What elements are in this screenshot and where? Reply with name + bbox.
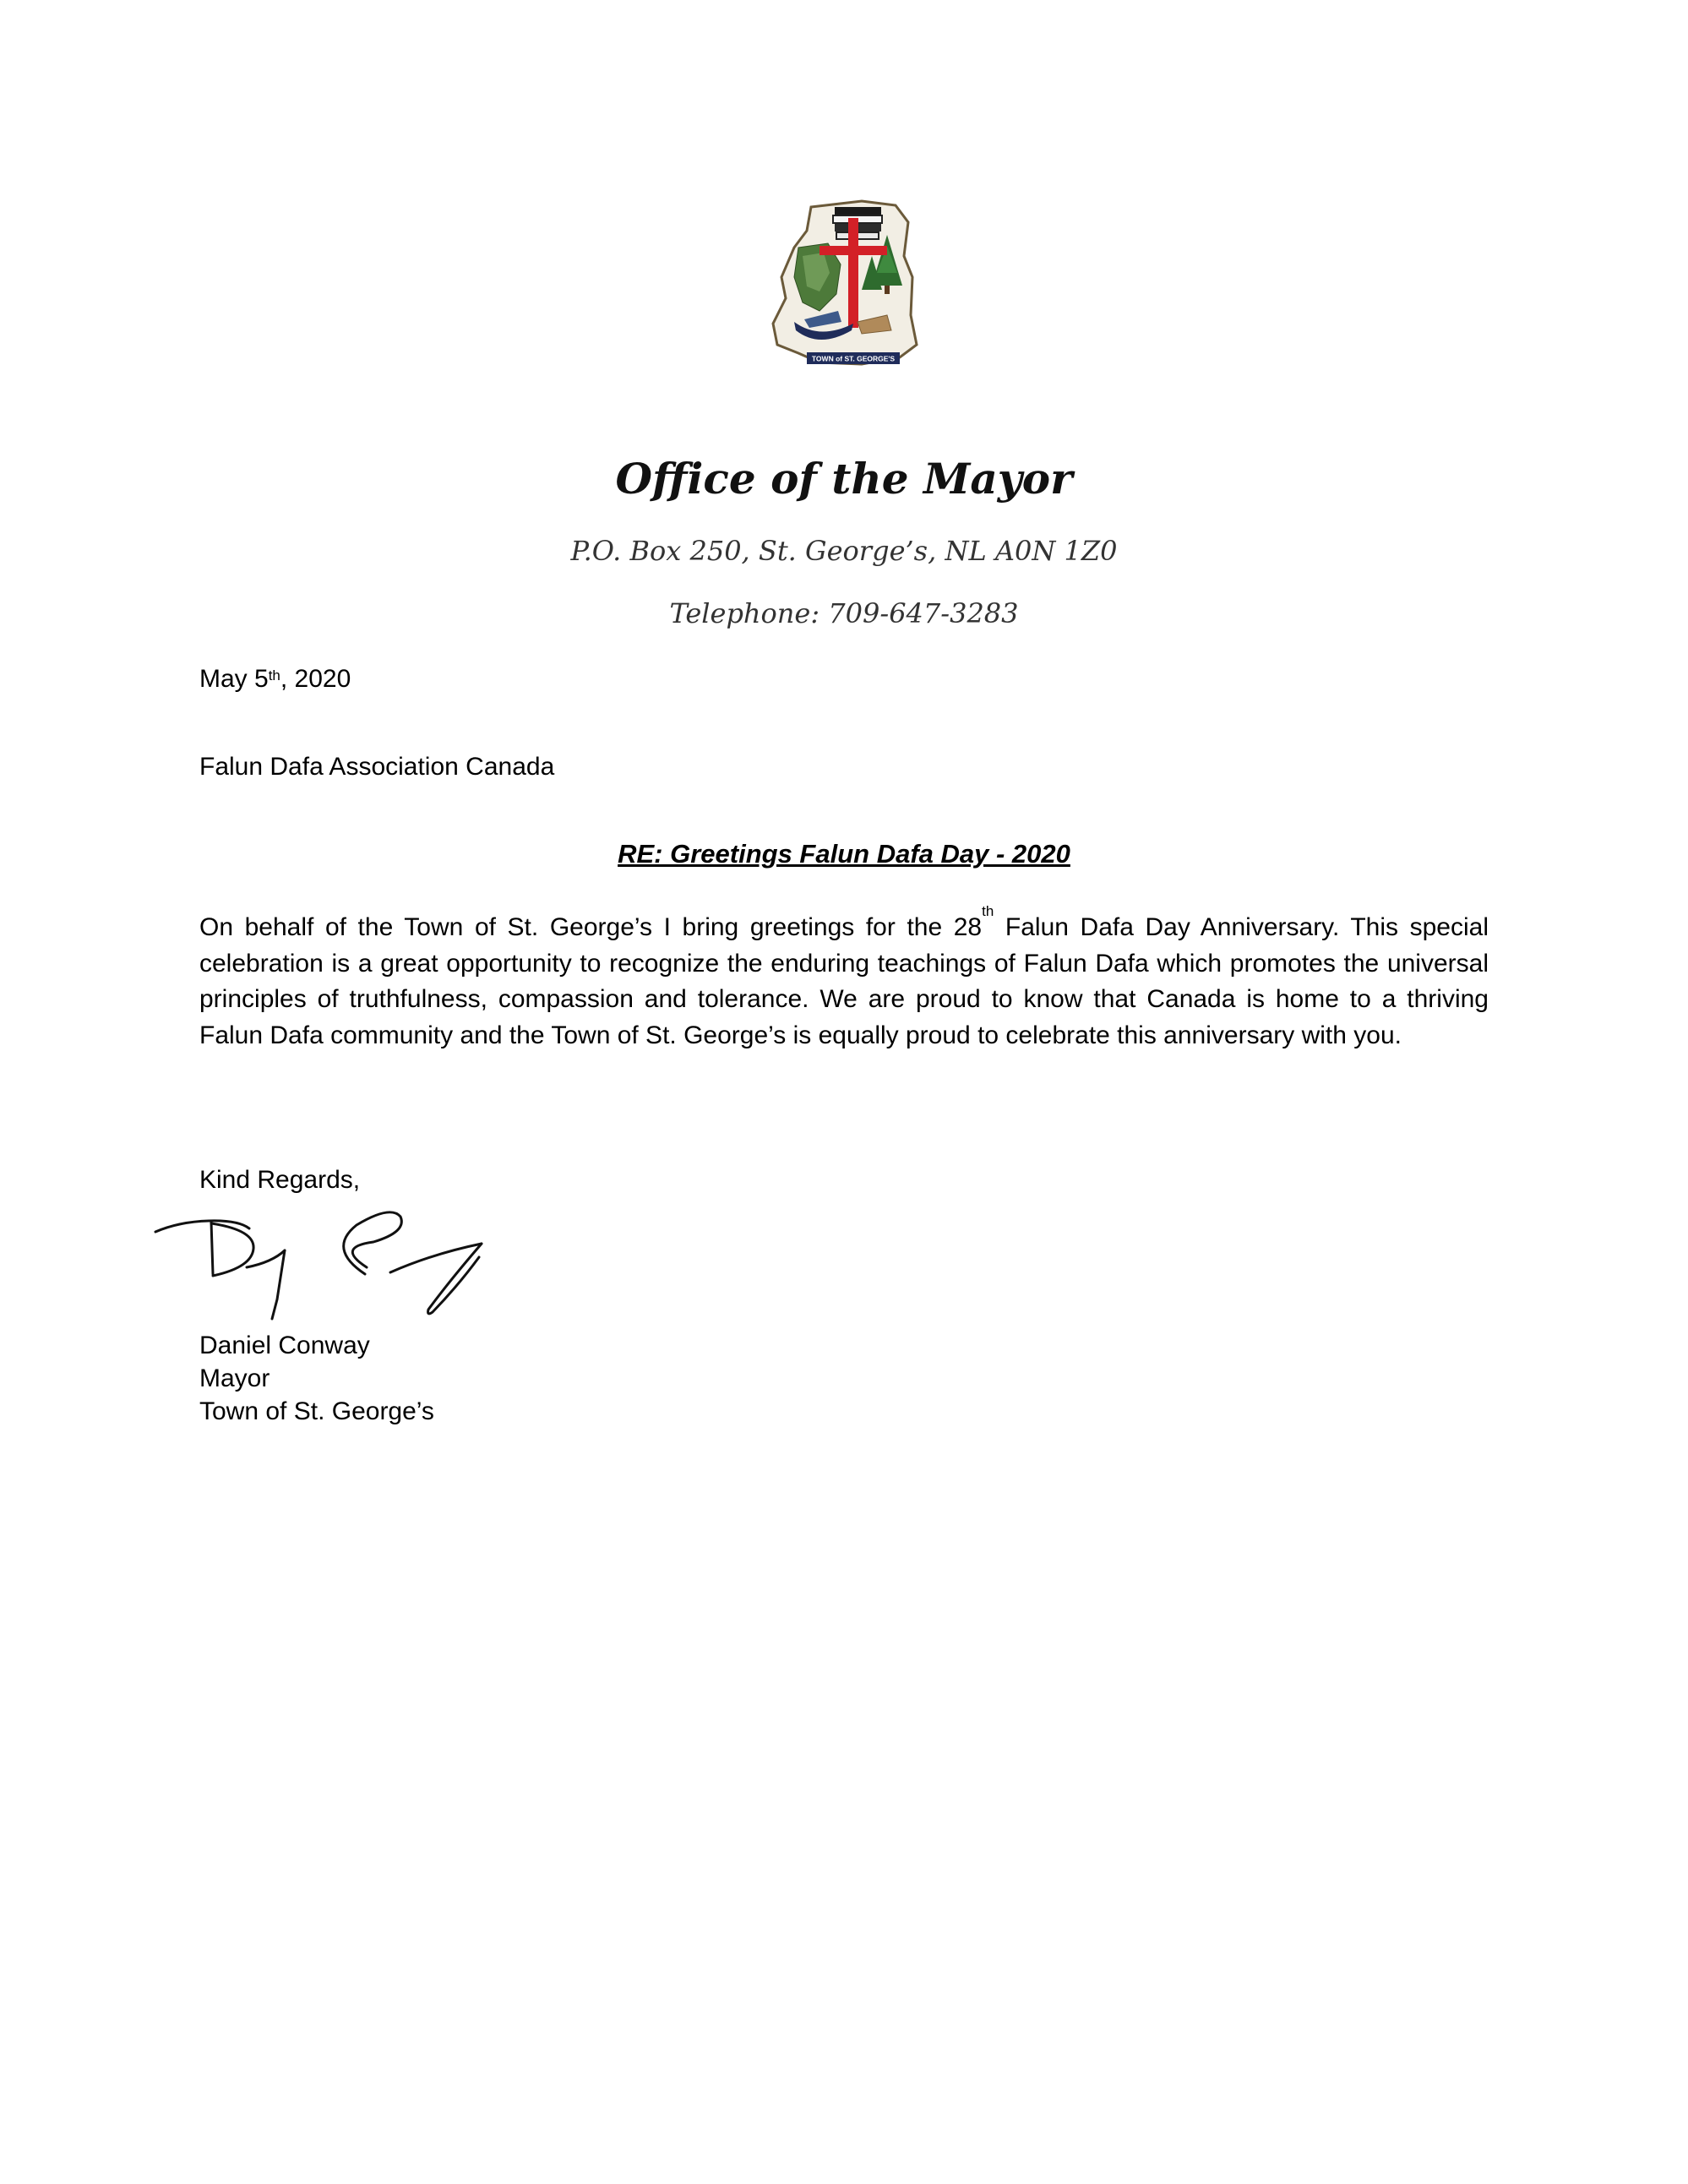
date-ordinal: th	[268, 667, 280, 684]
signer-name: Daniel Conway	[199, 1332, 370, 1359]
body-ordinal: th	[982, 903, 994, 919]
subject-line: RE: Greetings Falun Dafa Day - 2020	[618, 839, 1070, 869]
signer-title: Mayor	[199, 1364, 270, 1392]
office-address: P.O. Box 250, St. George’s, NL A0N 1Z0	[570, 535, 1118, 567]
office-telephone: Telephone: 709-647-3283	[669, 597, 1019, 629]
letter-body	[199, 903, 1489, 1054]
office-title: Office of the Mayor	[615, 454, 1073, 504]
date-month-day: May 5	[199, 665, 269, 693]
crest-label: TOWN of ST. GEORGE'S	[811, 354, 896, 363]
letter-date	[199, 662, 351, 696]
signer-town: Town of St. George’s	[199, 1397, 434, 1425]
body-part-2: Falun Dafa Day Anniversary. This special celebration is a great opportunity to recognize the enduring teachings of Falun Dafa which promotes the universal principles of truthfulness, compassion and tolerance. We are proud to know that Canada is home to a thriving Falun Dafa community and the Town of St. George’s is equally proud to celebrate this anniversary with you.	[199, 913, 1489, 1049]
closing: Kind Regards,	[199, 1166, 361, 1194]
town-crest-logo	[760, 197, 938, 370]
date-year: , 2020	[280, 665, 351, 693]
recipient: Falun Dafa Association Canada	[199, 753, 555, 781]
body-part-1: On behalf of the Town of St. George’s I bring greetings for the 28	[199, 913, 983, 941]
signature	[145, 1198, 576, 1325]
